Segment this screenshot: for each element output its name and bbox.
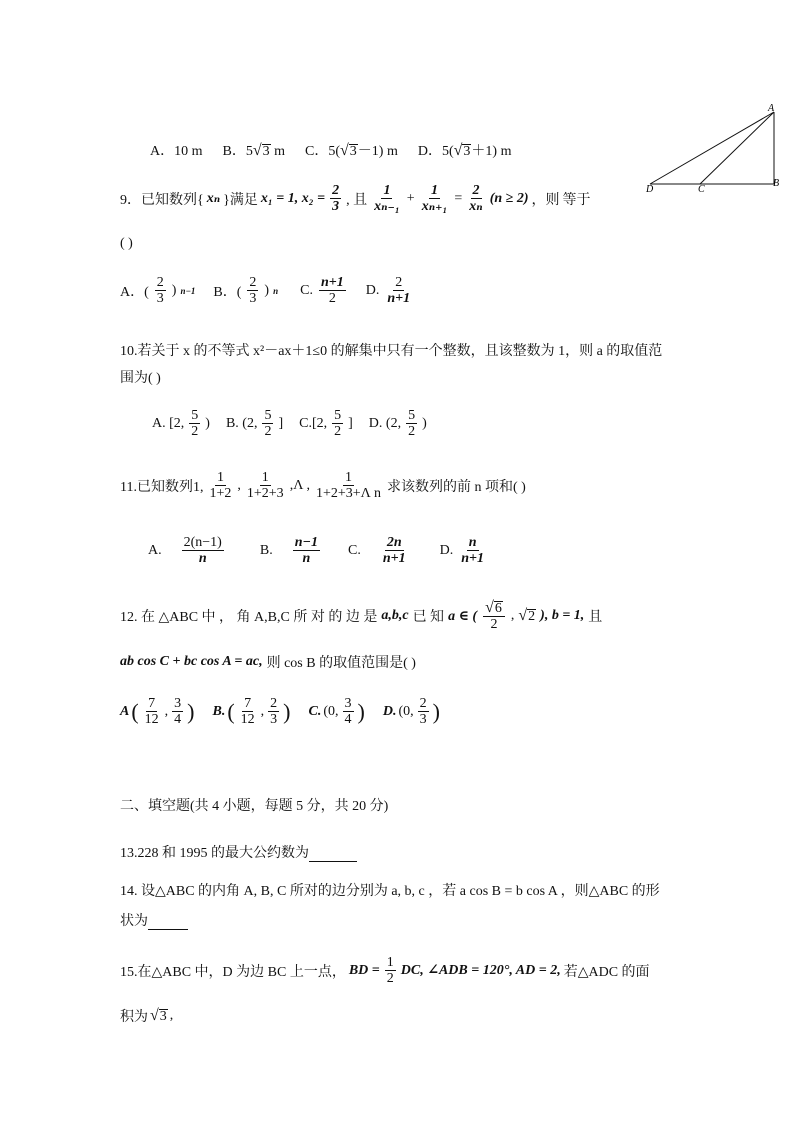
q9-stem: 9．已知数列{ xₙ }满足 x₁ = 1, x₂ = $\frac{2}{3}$ , 且 $\frac{1}{\text{xₙ₋₁}}$ + $\frac{1}{\text{xₙ₊₁}}$ = $\frac{2}{\text{xₙ}}$ (n ≥ 2) ，则 等于 bbox=[120, 183, 591, 214]
q12-line2: ab cos C + bc cos A = ac, 则 cos B 的取值范围是( ) bbox=[120, 654, 416, 671]
q12-options: A ( $\frac{7}{12}$ , $\frac{3}{4}$ ) B. ( $\frac{7}{12}$ , $\frac{2}{3}$ ) C. (0, $\frac{3}{4}$ ) D. (0, $\frac{2}{3}$ ) bbox=[120, 696, 440, 727]
q10-line2: 围为( ) bbox=[120, 371, 161, 386]
q8-option-d: D．5( √ 3 ＋1) m bbox=[417, 142, 512, 159]
q12-option-d: D. bbox=[382, 703, 397, 719]
figure-label-b: B bbox=[773, 178, 780, 189]
q12-option-a: A bbox=[120, 703, 130, 719]
q9-options: A．( $\frac{2}{3}$ ) n−1 B．( $\frac{2}{3}$ ) n C. $\frac{n+1}{2}$ D. $\frac{2}{n+1}$ bbox=[120, 275, 411, 306]
q11-option-d: D. bbox=[439, 542, 454, 558]
q10-line1: 10.若关于 x 的不等式 x²－ax＋1≤0 的解集中只有一个整数，且该整数为 1，则 a 的取值范 bbox=[120, 344, 663, 359]
q8-option-a: A．10 m bbox=[150, 144, 203, 159]
q11-options: A. $\frac{2(n-1)}{n}$ B. $\frac{n-1}{n}$ C. $\frac{2n}{n+1}$ D. $\frac{n}{n+1}$ bbox=[148, 535, 484, 566]
triangle-figure bbox=[640, 100, 790, 195]
q8-option-b: B．5 √ 3 m bbox=[222, 142, 286, 159]
q11-option-c: C. bbox=[347, 542, 361, 558]
figure-label-d: D bbox=[646, 184, 654, 195]
figure-label-a: A bbox=[768, 103, 775, 114]
q13-blank[interactable] bbox=[309, 847, 357, 862]
q12-option-b: B. bbox=[212, 703, 226, 719]
q14-line1: 14. 设△ABC 的内角 A, B, C 所对的边分别为 a, b, c ，若 a cos B = b cos A ，则△ABC 的形 bbox=[120, 884, 660, 899]
q11-option-a: A. bbox=[148, 542, 162, 558]
q8-option-c: C．5( √ 3 －1) m bbox=[305, 142, 398, 159]
q9-option-c: C. bbox=[300, 282, 313, 298]
q10-option-b: B. (2, bbox=[225, 415, 258, 431]
q9-option-a: A．( bbox=[120, 284, 149, 300]
q9-answer-paren: ( ) bbox=[120, 236, 133, 251]
q10-option-d: D. (2, bbox=[368, 415, 402, 431]
q11-option-b: B. bbox=[259, 542, 273, 558]
q15-line2: 积为 √ 3 , bbox=[120, 1007, 174, 1025]
q10-option-c: C.[2, bbox=[299, 415, 328, 431]
q10-option-a: A. [2, bbox=[152, 415, 185, 431]
q15-line1: 15.在△ABC 中，D 为边 BC 上一点， BD = $\frac{1}{2}$ DC, ∠ADB = 120°, AD = 2, 若△ADC 的面 bbox=[120, 955, 650, 986]
q9-option-b: B．( bbox=[213, 284, 242, 300]
q14-blank[interactable] bbox=[148, 915, 188, 930]
section-2-title: 二、填空题(共 4 小题，每题 5 分，共 20 分) bbox=[120, 799, 389, 814]
q13: 13.228 和 1995 的最大公约数为 bbox=[120, 842, 357, 862]
q11-stem: 11.已知数列1, $\frac{1}{1+2}$ , $\frac{1}{1+2+3}$ ,Λ , $\frac{1}{\text{1+2+3+Λ n}}$ 求该数列的前 n 项和( ) bbox=[120, 470, 526, 501]
q12-option-c: C. bbox=[308, 703, 322, 719]
q12-line1: 12. 在 △ABC 中 ， 角 A,B,C 所 对 的 边 是 a,b,c 已 知 a ∈ ( √ 6 2 , √ 2 ), b = 1, 且 bbox=[120, 599, 603, 632]
figure-label-c: C bbox=[698, 184, 705, 195]
q14-line2: 状为 bbox=[120, 910, 188, 930]
q9-option-d: D. bbox=[365, 282, 380, 298]
q10-options: A. [2, $\frac{5}{2}$ ) B. (2, $\frac{5}{2}$ ] C.[2, $\frac{5}{2}$ ] D. (2, $\frac{5}{2}$ ) bbox=[152, 408, 427, 439]
q8-options bbox=[150, 140, 511, 160]
